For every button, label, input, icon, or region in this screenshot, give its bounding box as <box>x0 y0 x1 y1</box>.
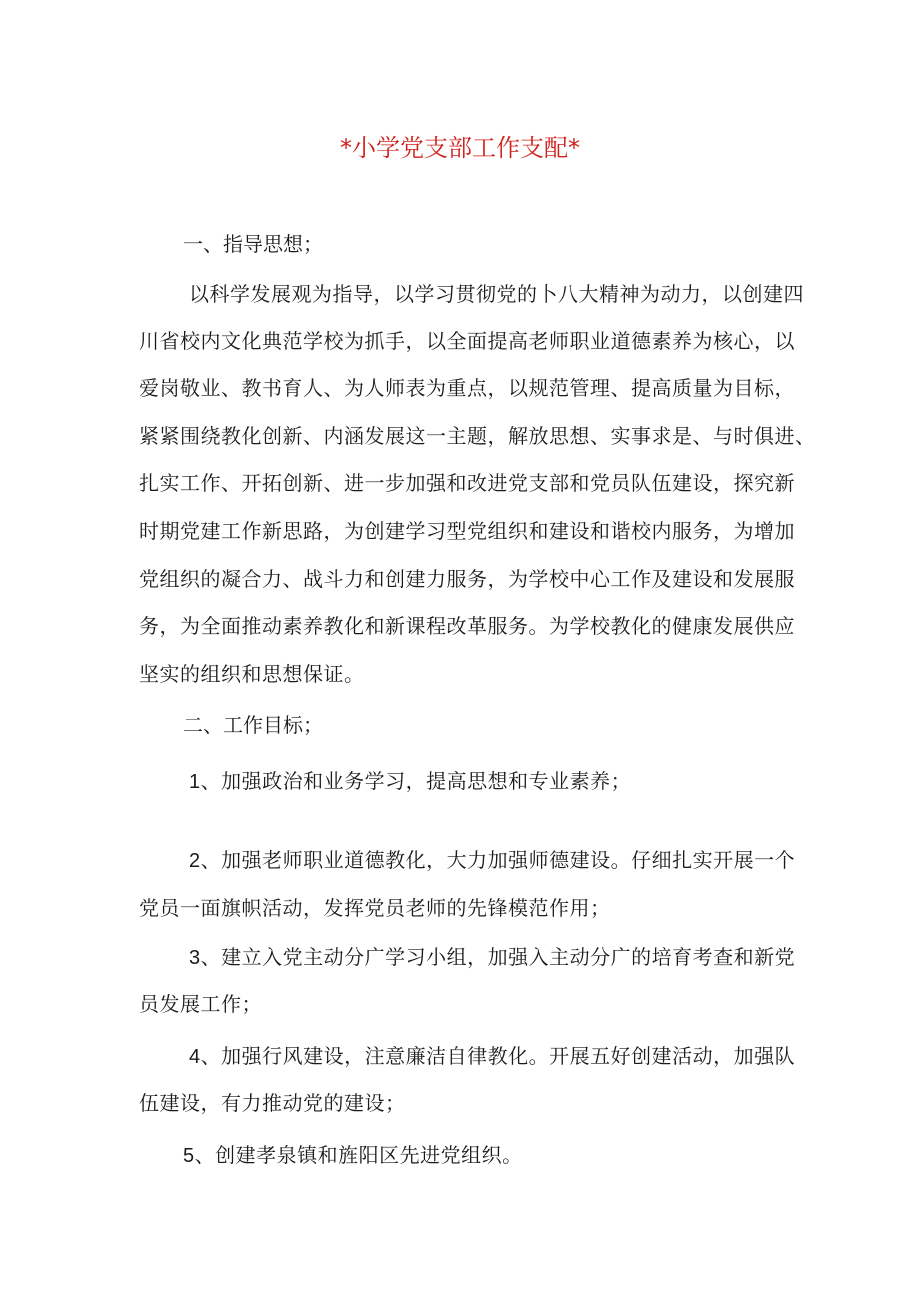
goal-item-1 <box>189 766 631 797</box>
paragraph-line: 扎实工作、开拓创新、进一步加强和改进党支部和党员队伍建设，探究新 <box>139 471 795 495</box>
item-number: 4 <box>189 1046 201 1068</box>
item-text: 、创建孝泉镇和旌阳区先进党组织。 <box>194 1143 523 1167</box>
paragraph-line: 爱岗敬业、教书育人、为人师表为重点，以规范管理、提高质量为目标， <box>139 376 795 400</box>
paragraph-line: 坚实的组织和思想保证。 <box>139 662 365 686</box>
goal-item-4-continuation: 伍建设，有力推动党的建设； <box>139 1091 406 1115</box>
goal-item-3-continuation: 员发展工作； <box>139 992 262 1016</box>
section-heading-guiding-ideology: 一、指导思想； <box>183 232 323 256</box>
paragraph-line: 以科学发展观为指导，以学习贯彻党的卜八大精神为动力，以创建四 <box>189 282 804 306</box>
item-text: 、加强老师职业道德教化，大力加强师德建设。仔细扎实开展一个 <box>200 848 796 872</box>
paragraph-line: 务，为全面推动素养教化和新课程改革服务。为学校教化的健康发展供应 <box>139 614 795 638</box>
goal-item-5 <box>183 1140 523 1171</box>
goal-item-4 <box>189 1041 795 1072</box>
paragraph-line: 紧紧围绕教化创新、内涵发展这一主题，解放思想、实事求是、与时俱进、 <box>139 424 816 448</box>
section-heading-work-goals: 二、工作目标； <box>183 713 323 737</box>
goal-item-2-continuation: 党员一面旗帜活动，发挥党员老师的先锋模范作用； <box>139 896 611 920</box>
item-text: 、加强政治和业务学习，提高思想和专业素养； <box>200 769 632 793</box>
item-number: 2 <box>189 850 201 872</box>
paragraph-line: 川省校内文化典范学校为抓手，以全面提高老师职业道德素养为核心，以 <box>139 329 795 353</box>
item-text: 、加强行风建设，注意廉洁自律教化。开展五好创建活动，加强队 <box>200 1044 796 1068</box>
document-title: *小学党支部工作支配* <box>340 134 580 162</box>
paragraph-line: 时期党建工作新思路，为创建学习型党组织和建设和谐校内服务，为增加 <box>139 519 795 543</box>
goal-item-2 <box>189 845 795 876</box>
goal-item-3 <box>189 942 795 973</box>
item-number: 3 <box>189 947 201 969</box>
item-number: 5 <box>183 1145 195 1167</box>
paragraph-line: 党组织的凝合力、战斗力和创建力服务，为学校中心工作及建设和发展服 <box>139 567 795 591</box>
item-number: 1 <box>189 771 201 793</box>
item-text: 、建立入党主动分广学习小组，加强入主动分广的培育考查和新党 <box>200 945 796 969</box>
